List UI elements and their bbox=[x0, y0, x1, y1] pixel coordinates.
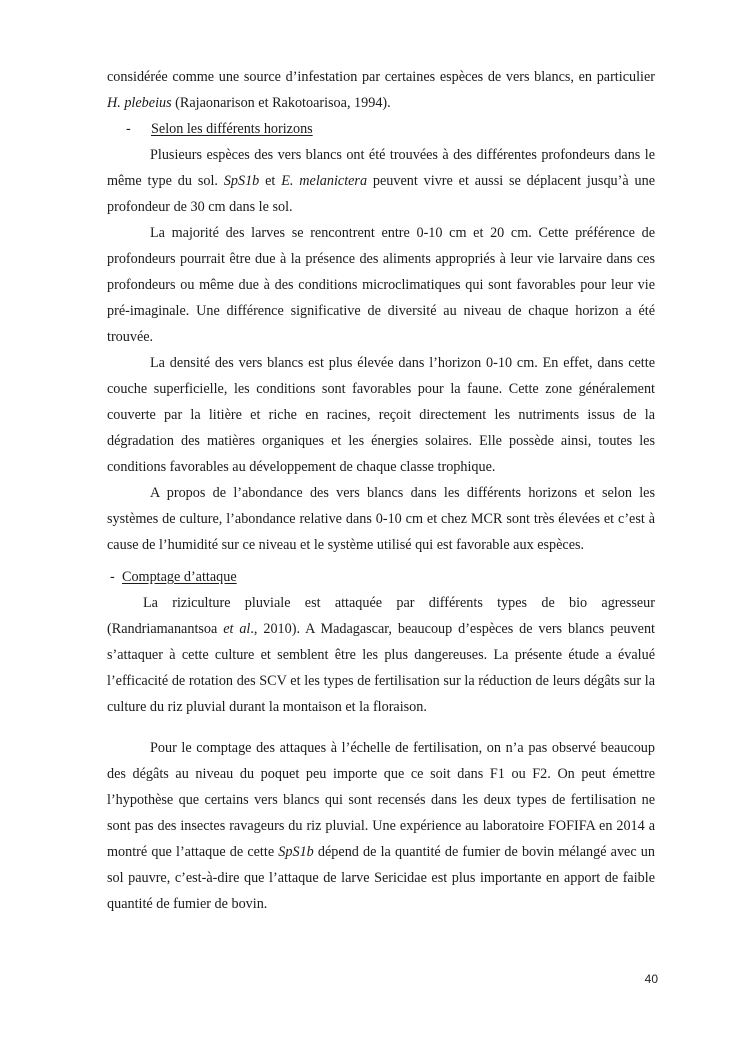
text-run: et bbox=[259, 173, 282, 189]
page-number: 40 bbox=[644, 972, 658, 986]
text-run: Plusieurs espèces des vers blancs ont été trouvées à des différentes profondeurs dans le même type du sol. bbox=[107, 147, 655, 189]
section-heading-attack-count bbox=[107, 564, 655, 590]
species-name: H. plebeius bbox=[107, 95, 172, 111]
species-name: SpS1b bbox=[278, 844, 314, 860]
species-name: SpS1b bbox=[223, 173, 260, 189]
list-dash: - bbox=[110, 569, 115, 585]
section-heading-text: Selon les différents horizons bbox=[151, 121, 313, 137]
paragraph-larvae-depth: La majorité des larves se rencontrent entre 0-10 cm et 20 cm. Cette préférence de profondeurs pourrait être due à la présence des aliments appropriés à leur vie larvaire dans ces profondeurs ou même due à des conditions microclimatiques qui sont favorables pour leur vie pré-imaginale. Une différence significative de diversité au niveau de chaque horizon a été trouvée. bbox=[107, 225, 655, 345]
citation-etal: et al bbox=[223, 621, 251, 637]
text-run: ., 2010). A Madagascar, beaucoup d’espèces de vers blancs peuvent s’attaquer à cette culture et semblent être les plus dangereuses. La présente étude a évalué l’efficacité de rotation des SCV et les types de fertilisation sur la réduction de leurs dégâts sur la culture du riz pluvial durant la montaison et la floraison. bbox=[107, 621, 655, 715]
paragraph-density: La densité des vers blancs est plus élevée dans l’horizon 0-10 cm. En effet, dans cette couche superficielle, les conditions sont favorables pour la faune. Cette zone généralement couverte par la litière et riche en racines, reçoit directement les nutriments issus de la dégradation des matières organiques et les énergies solaires. Elle possède ainsi, toutes les conditions favorables au développement de chaque classe trophique. bbox=[107, 355, 655, 475]
text-run: peuvent vivre et aussi se déplacent jusqu’à une profondeur de 30 cm dans le sol. bbox=[107, 173, 655, 215]
text-run: dépend de la quantité de fumier de bovin mélangé avec un sol pauvre, c’est-à-dire que l’attaque de larve Sericidae est plus importante en apport de faible quantité de fumier de bovin. bbox=[107, 844, 655, 912]
paragraph-continuation bbox=[107, 64, 655, 116]
document-page bbox=[107, 64, 655, 917]
section-heading-text: Comptage d’attaque bbox=[122, 569, 237, 585]
text-run: La riziculture pluviale est attaquée par différents types de bio agresseur (Randriamanantsoa bbox=[107, 595, 655, 637]
text-run: (Rajaonarison et Rakotoarisoa, 1994). bbox=[171, 95, 391, 111]
text-run: Pour le comptage des attaques à l’échelle de fertilisation, on n’a pas observé beaucoup des dégâts au niveau du poquet peu importe que ce soit dans F1 ou F2. On peut émettre l’hypothèse que certains vers blancs qui sont recensés dans les deux types de fertilisation ne sont pas des insectes ravageurs du riz pluvial. Une expérience au laboratoire FOFIFA en 2014 a montré que l’attaque de cette bbox=[107, 740, 655, 860]
section-heading-horizons bbox=[107, 116, 655, 142]
paragraph-abundance: A propos de l’abondance des vers blancs dans les différents horizons et selon les systèmes de culture, l’abondance relative dans 0-10 cm et chez MCR sont très élevées et c’est à cause de l’humidité sur ce niveau et le système utilisé qui est favorable aux espèces. bbox=[107, 485, 655, 553]
paragraph-rice-cultivation bbox=[107, 590, 655, 720]
list-dash: - bbox=[126, 121, 131, 137]
text-run: considérée comme une source d’infestation par certaines espèces de vers blancs, en particulier bbox=[107, 69, 655, 85]
species-name: E. melanictera bbox=[281, 173, 368, 189]
paragraph-species-depth bbox=[107, 142, 655, 220]
paragraph-fertilisation bbox=[107, 735, 655, 917]
